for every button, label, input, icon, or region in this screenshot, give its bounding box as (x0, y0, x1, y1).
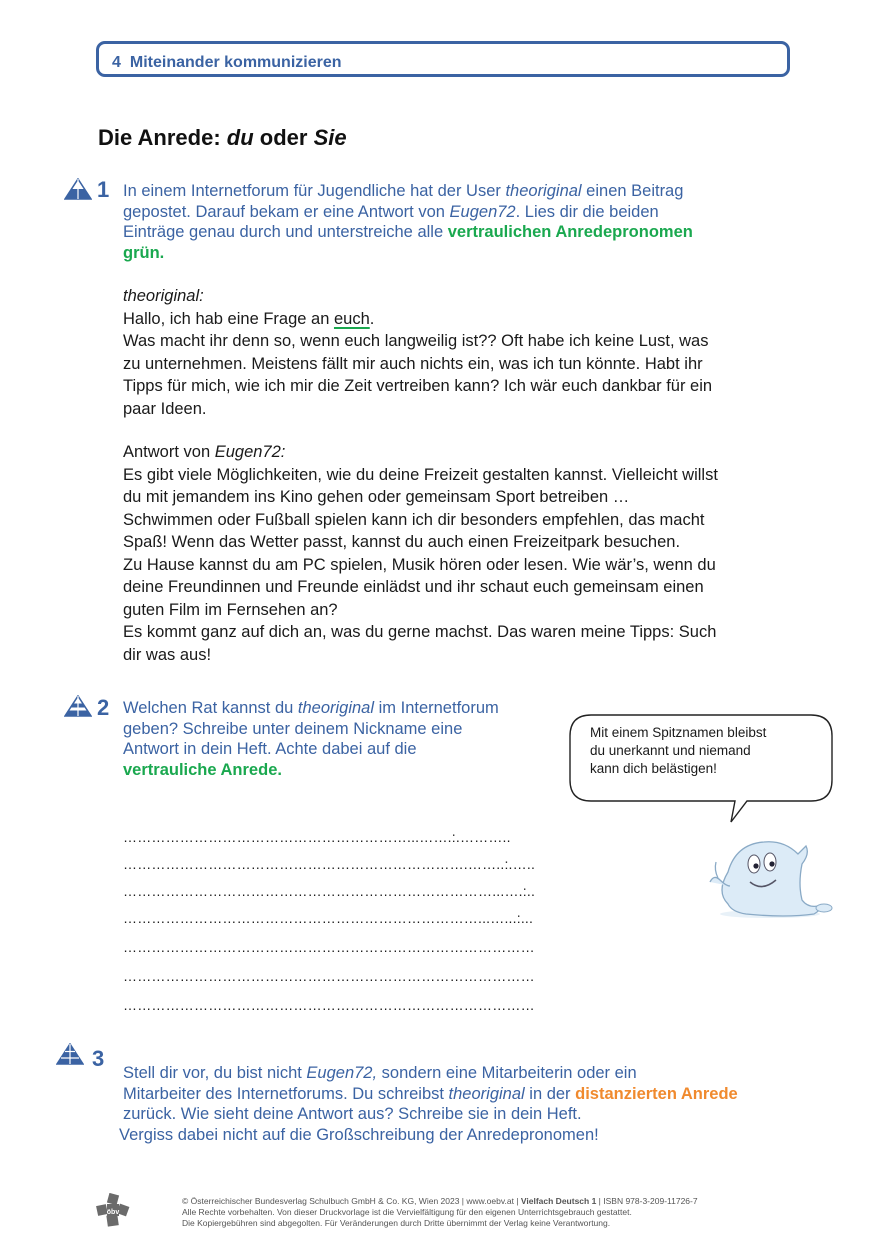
footer-line-1: © Österreichischer Bundesverlag Schulbuch GmbH & Co. KG, Wien 2023 | www.oebv.at | Vielfach Deutsch 1 | ISBN 978-3-209-11726-7 (182, 1196, 698, 1206)
chapter-number: 4 (112, 54, 121, 71)
post-2-line: Schwimmen oder Fußball spielen kann ich dir besonders empfehlen, das macht (123, 510, 705, 529)
task-2-instructions (123, 698, 563, 780)
task-3-line-4: Vergiss dabei nicht auf die Großschreibung der Anredepronomen! (119, 1125, 599, 1144)
post-1-author: theoriginal: (123, 287, 204, 305)
task-3-number: 3 (92, 1046, 105, 1071)
chapter-name: Miteinander kommunizieren (129, 54, 342, 71)
difficulty-level-icon (64, 695, 92, 717)
title-prefix: Die Anrede: (98, 125, 227, 150)
title-sie: Sie (313, 125, 347, 150)
difficulty-level-icon (64, 178, 92, 200)
answer-line: ……………………………………………………...…….:.……….. (123, 829, 511, 845)
answer-line: …………………………………………………………………...…...:... (123, 910, 534, 926)
post-1-line: zu unternehmen. Meistens fällt mir auch nichts ein, was ich tun könnte. Habt ihr (123, 354, 703, 373)
task-2-line-1: Welchen Rat kannst du theoriginal im Internetforum (123, 699, 499, 717)
post-2-line: Es gibt viele Möglichkeiten, wie du deine Freizeit gestalten kannst. Vielleicht willst (123, 465, 718, 484)
footer-line-3: Die Kopiergebühren sind abgegolten. Für Veränderungen durch Dritte übernimmt der Verlag keine Verantwortung. (182, 1218, 611, 1228)
task-1-line-4: grün. (123, 243, 165, 262)
footer-copyright (182, 1196, 802, 1229)
answer-line: …………………………………………………………………………… (123, 968, 535, 984)
answer-line: ……………………………………………………………………...….:.. (123, 883, 536, 899)
forum-post-theoriginal (123, 285, 803, 420)
post-2-line: guten Film im Fernsehen an? (123, 600, 338, 619)
speech-bubble-text: Mit einem Spitznamen bleibst du unerkannt und niemand kann dich belästigen! (590, 725, 767, 776)
oebv-logo-icon (96, 1193, 130, 1227)
task-3-line-2: Mitarbeiter des Internetforums. Du schreibst theoriginal in der distanzierten Anrede (123, 1084, 738, 1103)
task-1-line-2: gepostet. Darauf bekam er eine Antwort von Eugen72. Lies dir die beiden (123, 202, 659, 221)
difficulty-level-icon (56, 1043, 84, 1065)
forum-post-eugen72 (123, 441, 803, 666)
post-1-greeting: Hallo, ich hab eine Frage an euch. (123, 309, 375, 328)
title-mid: oder (253, 125, 314, 150)
task-2-line-3: Antwort in dein Heft. Achte dabei auf die (123, 740, 417, 758)
title-du: du (226, 125, 254, 150)
ghost-mascot-illustration (706, 834, 834, 920)
post-2-line: Spaß! Wenn das Wetter passt, kannst du auch einen Freizeitpark besuchen. (123, 533, 681, 551)
task-2-number: 2 (97, 695, 110, 720)
chapter-header (96, 41, 790, 77)
page-title (98, 125, 347, 151)
task-1-instructions (123, 181, 803, 263)
task-2-line-2: geben? Schreibe unter deinem Nickname eine (123, 719, 463, 738)
post-1-line: Was macht ihr denn so, wenn euch langweilig ist?? Oft habe ich keine Lust, was (123, 332, 709, 350)
underlined-pronoun: euch (333, 309, 370, 328)
post-2-line: dir was aus! (123, 645, 212, 664)
task-2-line-4: vertrauliche Anrede. (123, 760, 282, 779)
task-1-number: 1 (97, 177, 110, 202)
svg-text:öbv: öbv (106, 1209, 120, 1216)
task-3-line-3: zurück. Wie sieht deine Antwort aus? Schreibe sie in dein Heft. (123, 1105, 582, 1123)
chapter-title (112, 54, 342, 72)
footer-line-2: Alle Rechte vorbehalten. Von dieser Druckvorlage ist die Vervielfältigung für den eigenen Unterrichtsgebrauch gestattet. (182, 1207, 632, 1217)
answer-line: …………………………………………………………………………… (123, 939, 535, 955)
post-1-line: paar Ideen. (123, 399, 207, 418)
task-1-line-1: In einem Internetforum für Jugendliche hat der User theoriginal einen Beitrag (123, 182, 684, 200)
post-2-author: Antwort von Eugen72: (123, 443, 286, 461)
answer-line: …………………………………………………………………………… (123, 997, 535, 1013)
post-2-line: deine Freundinnen und Freunde einlädst und ihr schaut euch gemeinsam einen (123, 578, 704, 596)
post-1-line: Tipps für mich, wie ich mir die Zeit vertreiben kann? Ich wär euch dankbar für ein (123, 377, 713, 395)
task-3-line-1: Stell dir vor, du bist nicht Eugen72, sondern eine Mitarbeiterin oder ein (123, 1064, 637, 1082)
post-2-line: Zu Hause kannst du am PC spielen, Musik hören oder lesen. Wie wär’s, wenn du (123, 555, 716, 574)
task-3-instructions (119, 1063, 823, 1145)
post-2-line: du mit jemandem ins Kino gehen oder gemeinsam Sport betreiben … (123, 488, 630, 506)
task-1-line-3: Einträge genau durch und unterstreiche alle vertraulichen Anredepronomen (123, 223, 693, 241)
answer-line: ……………………………………………………………….……..:.….. (123, 856, 536, 872)
post-2-line: Es kommt ganz auf dich an, was du gerne machst. Das waren meine Tipps: Such (123, 623, 717, 641)
